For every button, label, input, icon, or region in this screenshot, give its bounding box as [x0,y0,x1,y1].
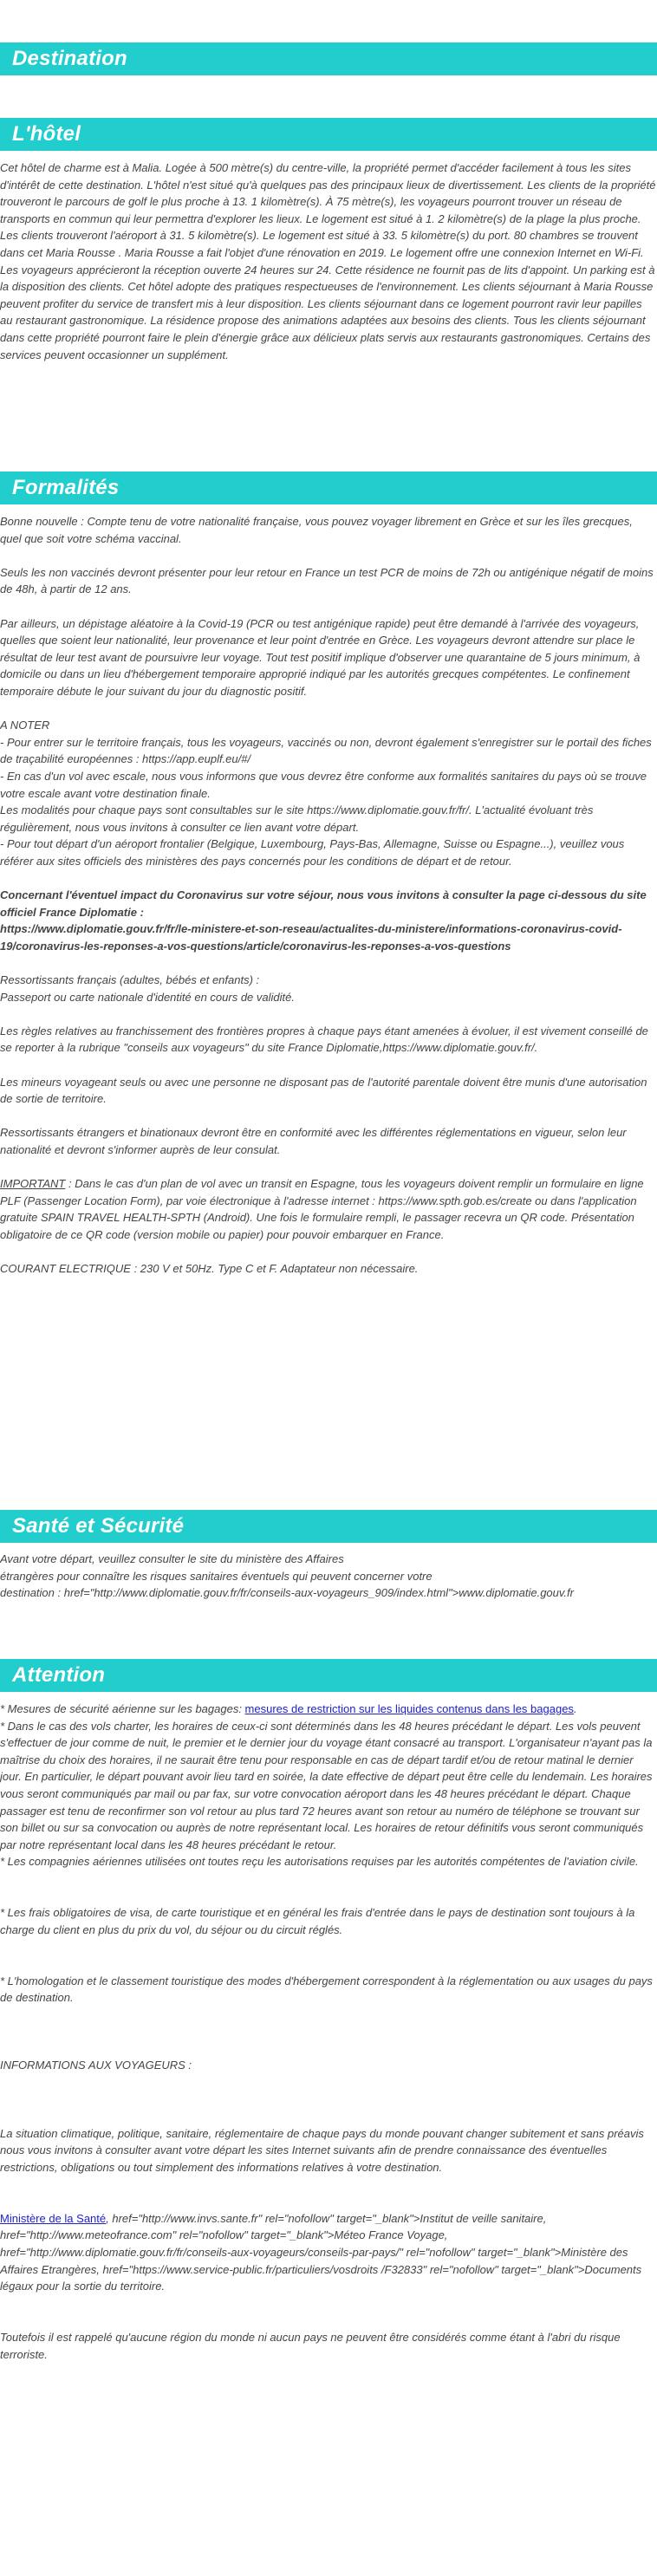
noter-item-3: Les modalités pour chaque pays sont consultables sur le site https://www.diplomatie.gouv.fr/fr/. L'actualité évoluant très régulièrement, nous vous invitons à consulter ce lien avant votre départ. [0,803,594,834]
situation-line-2: nous vous invitons à consulter avant votre départ les sites Internet suivants afin de prendre connaissance des éventuelles restrictions, obligations ou tout simplement des informations relatives à votre destination. [0,2143,608,2175]
ministere-sante-link[interactable]: Ministère de la Santé [0,2211,107,2225]
horaires-notice: * Dans le cas des vols charter, les horaires de ceux-ci sont déterminés dans les 48 heures précédant le départ. Les vols peuvent s'effectuer de jour comme de nuit, le premier et le dernier jour du voyage étant consacré au transport. L'organisateur n'ayant pas la maîtrise du choix des horaires, il ne saurait être tenu pour responsable en cas de départ tardif et/ou de retour matinal le dernier jour. En particulier, le départ pouvant avoir lieu tard en soirée, la date effective de départ peut être celle du lendemain. Les horaires vous seront communiqués par mail ou par fax, sur votre convocation aéroport dans les 48 heures précédant le départ. Chaque passager est tenu de reconfirmer son vol retour au plus tard 72 heures avant son retour au numéro de téléphone se trouvant sur son billet ou sur sa convocation ou auprès de notre représentant local. Les horaires de retour définitifs vous seront communiqués par notre représentant local dans les 48 heures précédant le retour. [0,1719,653,1851]
mineurs-notice: Les mineurs voyageant seuls ou avec une personne ne disposant pas de l'autorité parentale doivent être munis d'une autorisation de sortie de territoire. [0,1075,647,1106]
situation-line-1: La situation climatique, politique, sanitaire, réglementaire de chaque pays du monde pouvant changer subitement et sans préavis [0,2126,644,2140]
ressortissants-label: Ressortissants français (adultes, bébés et enfants) : [0,973,260,987]
formalites-header: Formalités [0,472,657,504]
sante-line-3: destination : href="http://www.diplomatie.gouv.fr/fr/conseils-aux-voyageurs_909/index.html">www.diplomatie.gouv.fr [0,1586,574,1600]
destination-header: Destination [0,42,657,75]
coronavirus-url: https://www.diplomatie.gouv.fr/fr/le-ministere-et-son-reseau/actualites-du-ministere/informations-coronavirus-covid-19/coronavirus-les-reponses-a-vos-questions/article/coronavirus-les-reponses-a-vos-questions [0,922,622,953]
courant-electrique: COURANT ELECTRIQUE : 230 V et 50Hz. Type C et F. Adaptateur non nécessaire. [0,1262,419,1276]
noter-item-1: - Pour entrer sur le territoire français, tous les voyageurs, vaccinés ou non, devront également s'enregistrer sur le portail des fiches de traçabilité européennes : https://app.euplf.eu/#/ [0,735,652,766]
noter-title: A NOTER [0,719,50,732]
attention-header: Attention [0,1659,657,1692]
hotel-description: Cet hôtel de charme est à Malia. Logée à 500 mètre(s) du centre-ville, la propriété permet d'accéder facilement à tous les sites d'intérêt de cette destination. L'hôtel n'est situé qu'à quelques pas des principaux lieux de divertissement. Les clients de la propriété trouveront le parcours de golf le plus proche à 13. 1 kilomètre(s). À 75 mètre(s), les voyageurs pourront trouver un réseau de transports en commun qui leur permettra d'explorer les lieux. Le logement est situé à 1. 2 kilomètre(s) de la plage la plus proche. Les clients trouveront l'aéroport à 31. 5 kilomètre(s). Le logement est situé à 33. 5 kilomètre(s) du port. 80 chambres se trouvent dans cet Maria Rousse . Maria Rousse a fait l'objet d'une rénovation en 2019. Le logement offre une connexion Internet en Wi-Fi. Les voyageurs apprécieront la réception ouverte 24 heures sur 24. Cette résidence ne fournit pas de lits d'appoint. Un parking est à la disposition des clients. Cet hôtel adopte des pratiques respectueuses de l'environnement. Les clients séjournant à Maria Rousse peuvent profiter du service de transfert mis à leur disposition. Les clients séjournant dans ce logement pourront ravir leur papilles au restaurant gastronomique. La résidence propose des animations adaptées aux besoins des clients. Tous les clients séjournant dans cette propriété pourront faire le plein d'énergie grâce aux délicieux plats servis aux restaurants gastronomiques. Certains des services peuvent occasionner un supplément. [0,161,656,361]
ministere-rest: , href="http://www.invs.sante.fr" rel="nofollow" target="_blank">Institut de veille sanitaire, href="http://www.meteofrance.com" rel="nofollow" target="_blank">Méteo France Voyage, href="http://www.diplomatie.gouv.fr/fr/conseils-aux-voyageurs/conseils-par-pays/" rel="nofollow" target="_blank">Ministère des Affaires Etrangères, href="https://www.service-public.fr/particuliers/vosdroits /F32833" rel="nofollow" target="_blank">Documents légaux pour la sortie du territoire. [0,2211,642,2293]
noter-item-2: - En cas d'un vol avec escale, nous vous informons que vous devrez être conforme aux formalités sanitaires du pays où se trouve votre escale avant votre destination finale. [0,769,647,800]
noter-item-4: - Pour tout départ d'un aéroport frontalier (Belgique, Luxembourg, Pays-Bas, Allemagne, Suisse ou Espagne...), veuillez vous référer aux sites officiels des ministères des pays concernés pour les conditions de départ et de retour. [0,837,625,868]
terrorisme-notice: Toutefois il est rappelé qu'aucune région du monde ni aucun pays ne peuvent être considérés comme étant à l'abri du risque terroriste. [0,2330,621,2361]
mesures-securite [0,1701,657,1718]
ministere-links [0,2210,657,2295]
important-notice [0,1175,657,1243]
etrangers-notice: Ressortissants étrangers et binationaux devront être en conformité avec les différentes réglementations en vigueur, selon leur nationalité et devront s'informer auprès de leur consulat. [0,1126,627,1156]
infos-voyageurs-title: INFORMATIONS AUX VOYAGEURS : [0,2059,192,2072]
sante-line-1: Avant votre départ, veuillez consulter le site du ministère des Affaires [0,1552,344,1565]
formalites-section [0,513,657,1278]
coronavirus-notice: Concernant l'éventuel impact du Coronavirus sur votre séjour, nous vous invitons à consulter la page ci-dessous du site officiel France Diplomatie : [0,888,647,919]
formalites-p2: Seuls les non vaccinés devront présenter pour leur retour en France un test PCR de moins de 72h ou antigénique négatif de moins de 48h, à partir de 12 ans. [0,565,654,596]
regles-frontieres: Les règles relatives au franchissement des frontières propres à chaque pays étant amenées à évoluer, il est vivement conseillé de se reporter à la rubrique "conseils aux voyageurs" du site France Diplomatie,https://www.diplomatie.gouv.fr/. [0,1024,648,1055]
mesures-link[interactable]: mesures de restriction sur les liquides contenus dans les bagages [244,1702,574,1715]
important-label: IMPORTANT [0,1177,66,1191]
sante-line-2: étrangères pour connaître les risques sanitaires éventuels qui peuvent concerner votre [0,1569,433,1583]
sante-section [0,1551,657,1602]
mesures-prefix: * Mesures de sécurité aérienne sur les bagages: [0,1702,245,1715]
important-text: : Dans le cas d'un plan de vol avec un transit en Espagne, tous les voyageurs doivent remplir un formulaire en ligne PLF (Passenger Location Form), par voie électronique à l'adresse internet : https://www.spth.gob.es/create ou dans l'application gratuite SPAIN TRAVEL HEALTH-SPTH (Android). Une fois le formulaire rempli, le passager recevra un QR code. Présentation obligatoire de ce QR code (version mobile ou papier) pour pouvoir embarquer en France. [0,1177,644,1241]
homologation-notice: * L'homologation et le classement touristique des modes d'hébergement correspondent à la réglementation ou aux usages du pays de destination. [0,1974,653,2005]
formalites-p3: Par ailleurs, un dépistage aléatoire à la Covid-19 (PCR ou test antigénique rapide) peut être demandé à l'arrivée des voyageurs, quelles que soient leur nationalité, leur provenance et leur point d'entrée en Grèce. Les voyageurs devront attendre sur place le résultat de leur test avant de poursuivre leur voyage. Tout test positif implique d'observer une quarantaine de 5 jours minimum, à domicile ou dans un lieu d'hébergement temporaire approprié indiqué par les autorités grecques compétentes. Le confinement temporaire débute le jour suivant du jour du diagnostic positif. [0,616,641,698]
mesures-suffix: . [573,1702,577,1715]
sante-header: Santé et Sécurité [0,1510,657,1543]
attention-section [0,1701,657,2363]
hotel-section [0,159,657,363]
ressortissants-docs: Passeport ou carte nationale d'identité en cours de validité. [0,990,295,1004]
compagnies-notice: * Les compagnies aériennes utilisées ont toutes reçu les autorisations requises par les autorités compétentes de l'aviation civile. [0,1855,639,1869]
frais-notice: * Les frais obligatoires de visa, de carte touristique et en général les frais d'entrée dans le pays de destination sont toujours à la charge du client en plus du prix du vol, du séjour ou du circuit réglés. [0,1906,635,1936]
formalites-p1: Bonne nouvelle : Compte tenu de votre nationalité française, vous pouvez voyager librement en Grèce et sur les îles grecques, quel que soit votre schéma vaccinal. [0,515,633,545]
hotel-header: L'hôtel [0,118,657,151]
